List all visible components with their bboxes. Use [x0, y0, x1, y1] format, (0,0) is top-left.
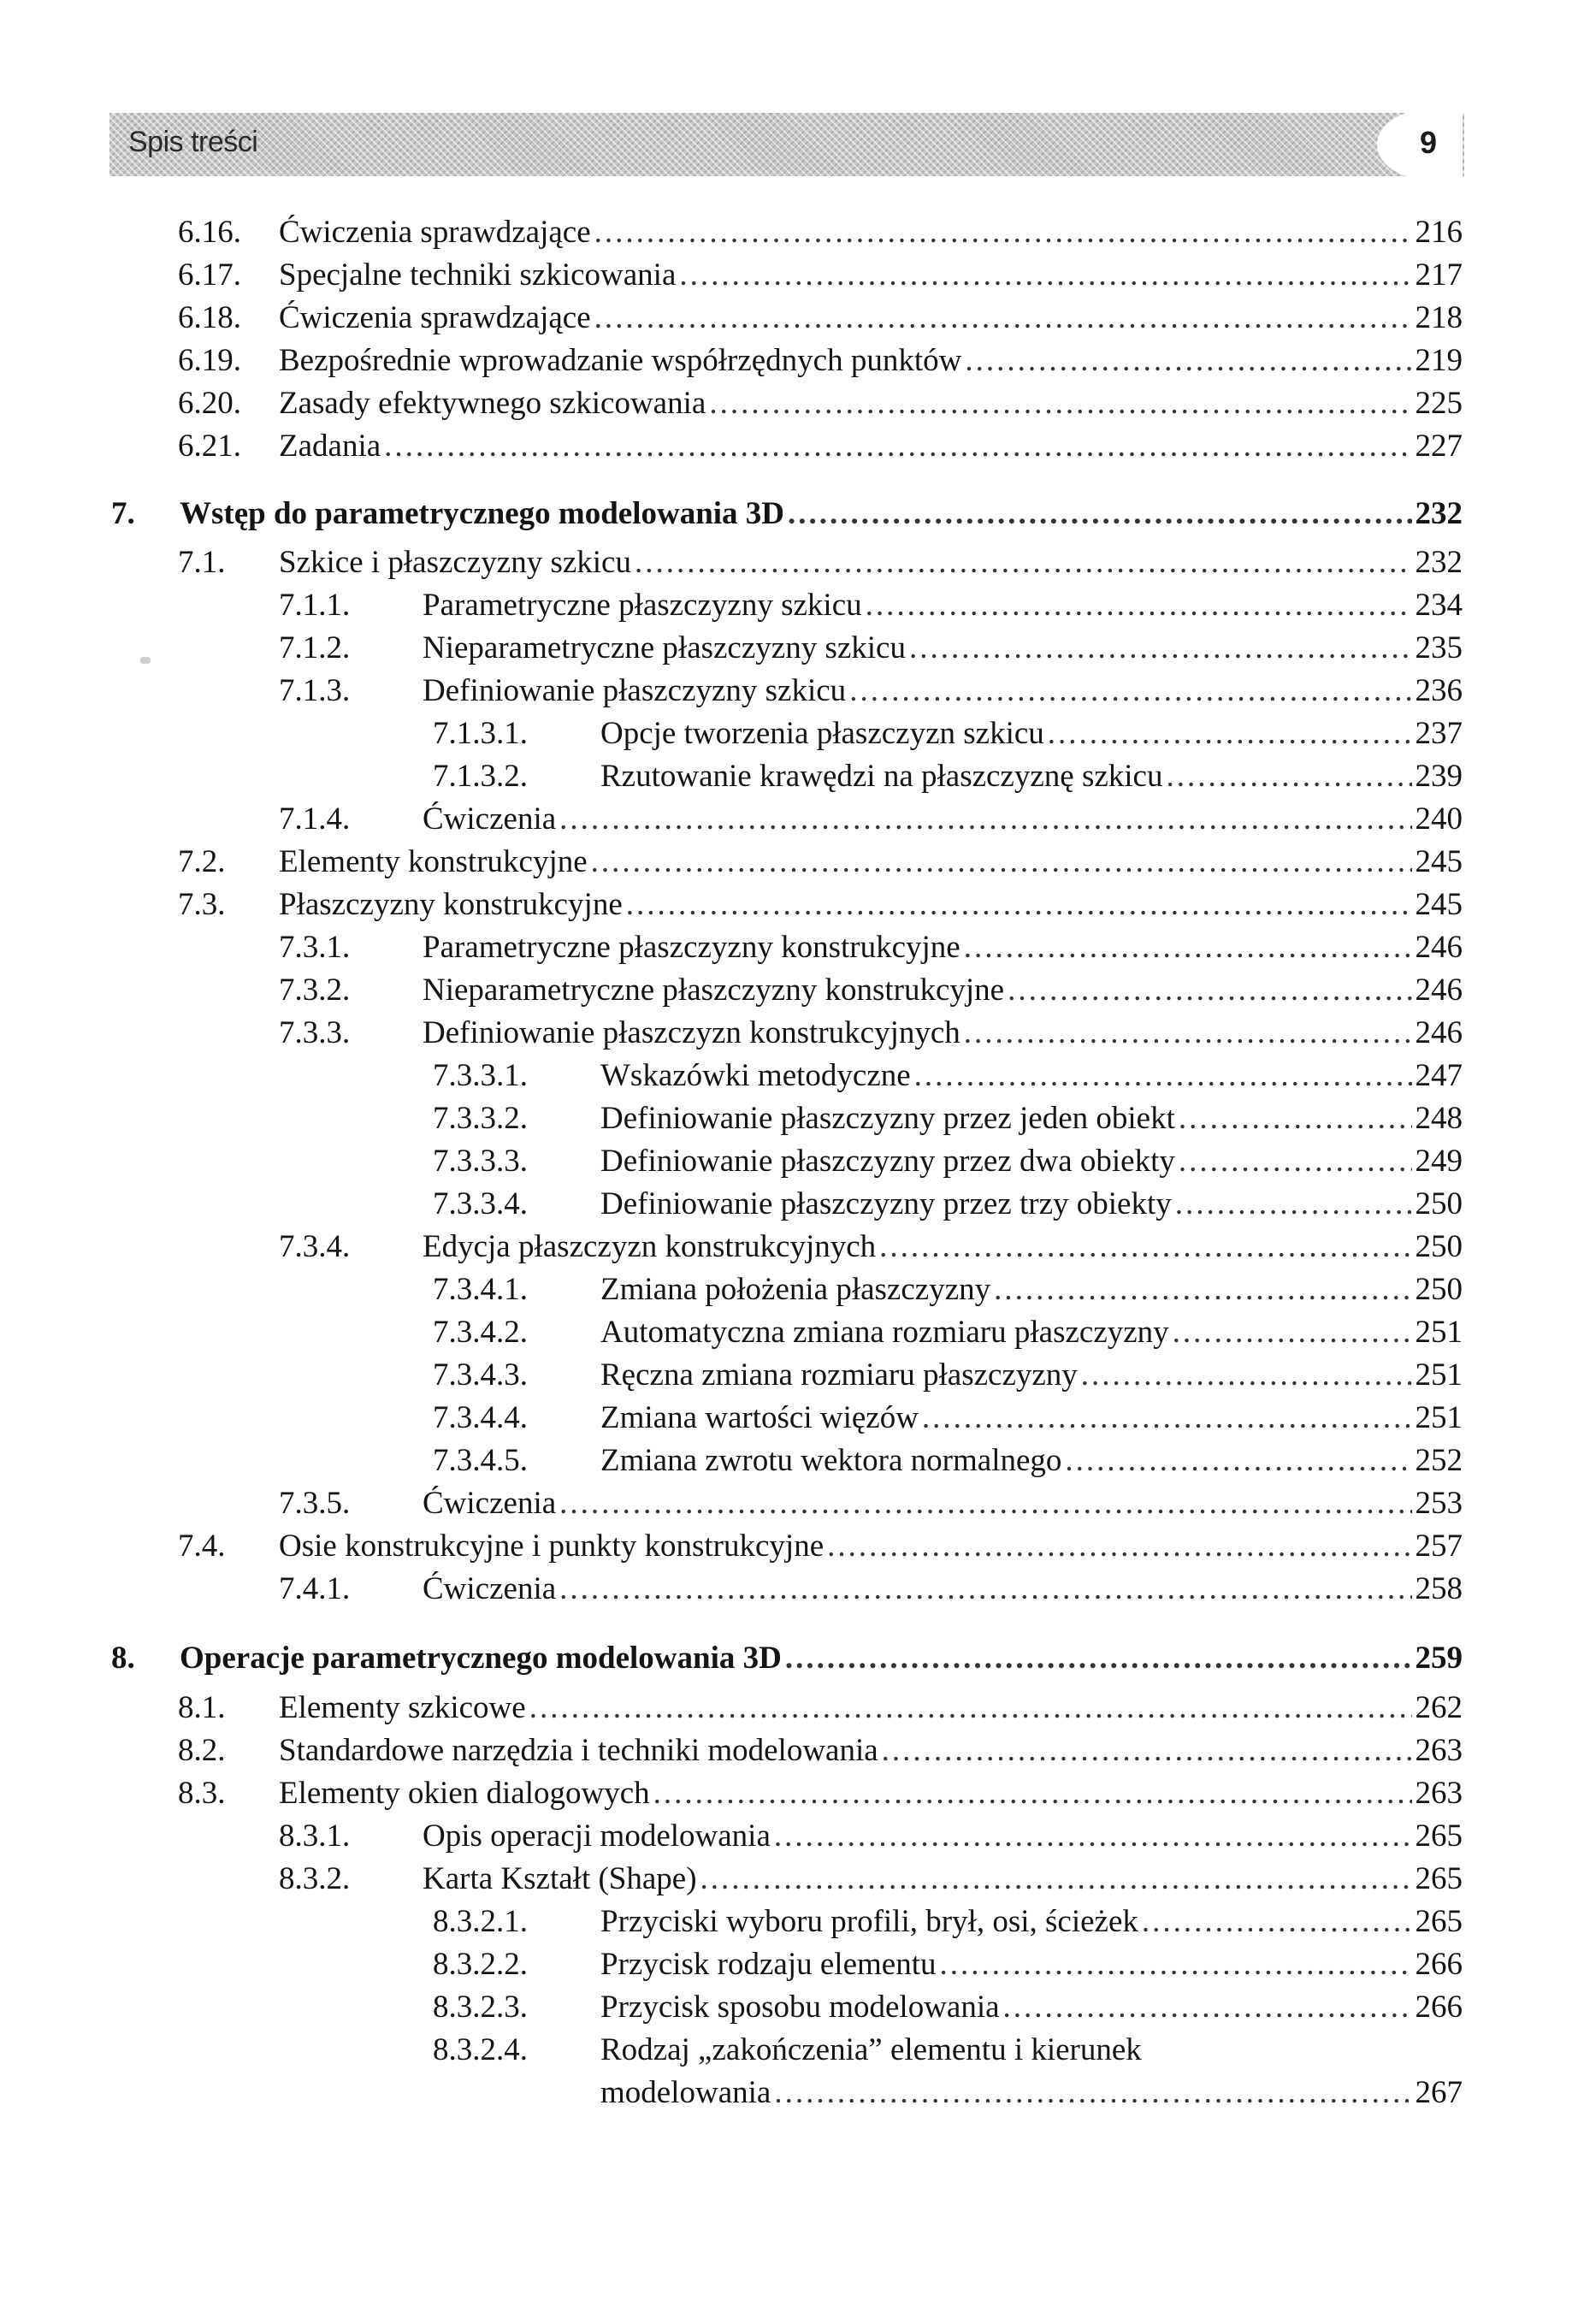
toc-entry-page: 246 — [1415, 973, 1463, 1008]
toc-entry — [178, 254, 1463, 297]
toc-entry — [433, 1397, 1463, 1440]
toc-entry — [279, 1568, 1463, 1611]
toc-entry-title: Zasady efektywnego szkicowania — [279, 386, 706, 421]
toc-entry-page: 266 — [1415, 1947, 1463, 1982]
toc-entry-number: 7.3.5. — [279, 1486, 351, 1521]
toc-entry-number: 7.3.3.4. — [433, 1186, 528, 1221]
toc-chapter-title: Operacje parametrycznego modelowania 3D — [180, 1641, 782, 1676]
toc-entry-title: Elementy okien dialogowych — [279, 1776, 650, 1811]
toc-entry-title: Parametryczne płaszczyzny szkicu — [423, 588, 862, 623]
toc-entry-title: Nieparametryczne płaszczyzny konstrukcyjne — [423, 973, 1005, 1008]
toc-entry-page: 262 — [1415, 1690, 1463, 1725]
toc-chapter-page: 232 — [1415, 496, 1463, 531]
toc-entry — [279, 926, 1463, 969]
toc-entry-title: Zmiana zwrotu wektora normalnego — [600, 1443, 1062, 1478]
toc-entry-number: 7.2. — [178, 844, 226, 879]
toc-entry-number: 7.3.3.2. — [433, 1101, 528, 1136]
toc-entry-title: modelowania — [600, 2075, 771, 2110]
toc-entry — [433, 1943, 1463, 1986]
toc-entry-number: 6.19. — [178, 343, 241, 378]
toc-entry-page: 265 — [1415, 1904, 1463, 1939]
toc-entry — [279, 1815, 1463, 1858]
toc-entry — [279, 670, 1463, 713]
toc-entry-page: 236 — [1415, 673, 1463, 708]
toc-entry-number: 8.3. — [178, 1776, 226, 1811]
toc-entry-title: Zmiana położenia płaszczyzny — [600, 1272, 991, 1307]
toc-entry-number: 7.3.4.2. — [433, 1315, 528, 1350]
toc-entry — [178, 541, 1463, 584]
toc-entry-title: Ćwiczenia — [423, 1571, 557, 1606]
toc-entry-title: Automatyczna zmiana rozmiaru płaszczyzny — [600, 1315, 1169, 1350]
toc-entry-title: Definiowanie płaszczyzny przez jeden obiekt — [600, 1101, 1175, 1136]
toc-entry-page: 252 — [1415, 1443, 1463, 1478]
toc-entry — [433, 1440, 1463, 1482]
toc-entry-number: 7.3.4.1. — [433, 1272, 528, 1307]
toc-entry — [178, 841, 1463, 884]
toc-entry — [178, 1687, 1463, 1730]
toc-entry-page: 245 — [1415, 844, 1463, 879]
toc-entry-title: Rodzaj „zakończenia” elementu i kierunek — [600, 2032, 1142, 2067]
toc-entry-number: 6.16. — [178, 215, 241, 250]
toc-entry-number: 7.4.1. — [279, 1571, 351, 1606]
toc-entry-page: 247 — [1415, 1058, 1463, 1093]
toc-entry-page: 267 — [1415, 2075, 1463, 2110]
toc-entry — [433, 755, 1463, 798]
toc-entry-title: Elementy konstrukcyjne — [279, 844, 588, 879]
toc-entry — [178, 340, 1463, 382]
toc-entry-number: 7.1.3.2. — [433, 759, 528, 794]
toc-entry — [433, 2029, 1463, 2072]
toc-entry-page: 265 — [1415, 1861, 1463, 1896]
toc-entry-page: 245 — [1415, 887, 1463, 922]
toc-chapter-title: Wstęp do parametrycznego modelowania 3D — [180, 496, 785, 531]
toc-entry-page: 250 — [1415, 1229, 1463, 1264]
toc-entry-number: 7.1.4. — [279, 801, 351, 837]
toc-entry — [433, 1268, 1463, 1311]
running-head-page-number: 9 — [1420, 125, 1438, 160]
toc-entry-page: 250 — [1415, 1272, 1463, 1307]
toc-entry — [433, 1311, 1463, 1354]
toc-entry-title: Płaszczyzny konstrukcyjne — [279, 887, 623, 922]
toc-entry-page: 232 — [1415, 545, 1463, 580]
toc-entry-title: Przycisk rodzaju elementu — [600, 1947, 937, 1982]
toc-entry-number: 7.1.3.1. — [433, 716, 528, 751]
toc-entry-title: Edycja płaszczyzn konstrukcyjnych — [423, 1229, 877, 1264]
toc-entry-number: 6.20. — [178, 386, 241, 421]
toc-entry-page: 263 — [1415, 1776, 1463, 1811]
toc-entry-page: 225 — [1415, 386, 1463, 421]
toc-entry-number: 7.3.4.3. — [433, 1357, 528, 1393]
toc-entry — [433, 1183, 1463, 1226]
toc-entry-title: Wskazówki metodyczne — [600, 1058, 911, 1093]
toc-entry — [178, 1772, 1463, 1815]
toc-entry-page: 246 — [1415, 1015, 1463, 1050]
toc-entry-number: 8.3.2.1. — [433, 1904, 528, 1939]
toc-entry-number: 7.1.2. — [279, 630, 351, 665]
toc-entry-page: 240 — [1415, 801, 1463, 837]
toc-chapter-number: 7. — [111, 496, 135, 531]
toc-entry-number: 6.18. — [178, 300, 241, 335]
toc-entry-page: 216 — [1415, 215, 1463, 250]
toc-entry-number: 7.1.3. — [279, 673, 351, 708]
toc-entry — [178, 425, 1463, 468]
toc-entry — [178, 1730, 1463, 1772]
toc-entry-title: Zadania — [279, 429, 381, 464]
toc-entry-title: Bezpośrednie wprowadzanie współrzędnych punktów — [279, 343, 962, 378]
toc-entry — [279, 798, 1463, 841]
toc-entry-page: 251 — [1415, 1315, 1463, 1350]
toc-entry — [433, 1140, 1463, 1183]
toc-entry-page: 237 — [1415, 716, 1463, 751]
toc-entry-number: 8.2. — [178, 1733, 226, 1768]
toc-entry-page: 249 — [1415, 1144, 1463, 1179]
toc-entry-number: 6.17. — [178, 257, 241, 293]
toc-entry-number: 8.3.2.3. — [433, 1990, 528, 2025]
toc-entry-title: Karta Kształt (Shape) — [423, 1861, 697, 1896]
toc-entry-title: Standardowe narzędzia i techniki modelowania — [279, 1733, 878, 1768]
toc-entry — [433, 1097, 1463, 1140]
toc-entry-page: 227 — [1415, 429, 1463, 464]
toc-entry-number: 7.3.4.4. — [433, 1400, 528, 1435]
toc-chapter-number: 8. — [111, 1641, 135, 1676]
toc-entry-title: Nieparametryczne płaszczyzny szkicu — [423, 630, 906, 665]
toc-entry-title: Ćwiczenia — [423, 1486, 557, 1521]
toc-entry-page: 219 — [1415, 343, 1463, 378]
toc-entry-title: Specjalne techniki szkicowania — [279, 257, 677, 293]
toc-entry — [178, 297, 1463, 340]
toc-entry — [279, 1858, 1463, 1901]
toc-entry-page: 257 — [1415, 1529, 1463, 1564]
toc-entry-title: Ręczna zmiana rozmiaru płaszczyzny — [600, 1357, 1078, 1393]
toc-entry-title: Ćwiczenia sprawdzające — [279, 215, 591, 250]
toc-entry-title: Przyciski wyboru profili, brył, osi, ścieżek — [600, 1904, 1138, 1939]
toc-entry-number: 7.3.3. — [279, 1015, 351, 1050]
toc-entry-number: 7.1.1. — [279, 588, 351, 623]
toc-entry-number: 7.3.4. — [279, 1229, 351, 1264]
toc-entry-page: 234 — [1415, 588, 1463, 623]
toc-entry-number: 8.1. — [178, 1690, 226, 1725]
toc-entry — [279, 627, 1463, 670]
toc-entry-number: 7.3. — [178, 887, 226, 922]
toc-entry-page: 258 — [1415, 1571, 1463, 1606]
toc-entry — [279, 1012, 1463, 1055]
toc-entry-title: Definiowanie płaszczyzny przez dwa obiekty — [600, 1144, 1175, 1179]
toc-entry — [433, 1901, 1463, 1943]
toc-entry-number: 7.1. — [178, 545, 226, 580]
toc-entry-number: 8.3.2.4. — [433, 2032, 528, 2067]
toc-entry — [178, 382, 1463, 425]
toc-entry-page: 250 — [1415, 1186, 1463, 1221]
toc-entry — [178, 211, 1463, 254]
toc-entry-title: Definiowanie płaszczyzn konstrukcyjnych — [423, 1015, 960, 1050]
toc-entry-number: 8.3.1. — [279, 1818, 351, 1854]
toc-entry-number: 8.3.2.2. — [433, 1947, 528, 1982]
toc-entry-title: Definiowanie płaszczyzny przez trzy obiekty — [600, 1186, 1172, 1221]
toc-entry-number: 7.3.3.1. — [433, 1058, 528, 1093]
toc-entry-page: 251 — [1415, 1400, 1463, 1435]
toc-entry-number: 6.21. — [178, 429, 241, 464]
toc-entry-page: 246 — [1415, 930, 1463, 965]
toc-entry-number: 7.3.1. — [279, 930, 351, 965]
toc-entry-page: 239 — [1415, 759, 1463, 794]
toc-entry — [178, 1525, 1463, 1568]
toc-entry-title: Ćwiczenia — [423, 801, 557, 837]
toc-chapter — [111, 493, 1463, 535]
toc-entry — [279, 584, 1463, 627]
toc-entry-number: 7.3.3.3. — [433, 1144, 528, 1179]
toc-entry — [433, 1354, 1463, 1397]
toc-chapter — [111, 1637, 1463, 1680]
toc-entry-title: Opcje tworzenia płaszczyzn szkicu — [600, 716, 1044, 751]
toc-entry-page: 251 — [1415, 1357, 1463, 1393]
toc-entry-number: 7.3.4.5. — [433, 1443, 528, 1478]
toc-entry-page: 265 — [1415, 1818, 1463, 1854]
running-head-title: Spis treści — [128, 126, 258, 158]
toc-entry-page: 263 — [1415, 1733, 1463, 1768]
toc-chapter-page: 259 — [1415, 1641, 1463, 1676]
toc-entry-title: Ćwiczenia sprawdzające — [279, 300, 591, 335]
toc-entry — [279, 1482, 1463, 1525]
header-band — [109, 113, 1464, 176]
toc-entry-title: Osie konstrukcyjne i punkty konstrukcyjne — [279, 1529, 825, 1564]
toc-entry-page: 218 — [1415, 300, 1463, 335]
toc-entry — [433, 1986, 1463, 2029]
toc-entry — [178, 884, 1463, 926]
toc-entry-title: Parametryczne płaszczyzny konstrukcyjne — [423, 930, 960, 965]
toc-entry-title: Rzutowanie krawędzi na płaszczyznę szkicu — [600, 759, 1163, 794]
toc-entry-page: 217 — [1415, 257, 1463, 293]
toc-entry-number: 7.3.2. — [279, 973, 351, 1008]
toc-entry-title: Przycisk sposobu modelowania — [600, 1990, 1000, 2025]
toc-entry-page: 266 — [1415, 1990, 1463, 2025]
toc-entry-page: 248 — [1415, 1101, 1463, 1136]
toc-entry-number: 7.4. — [178, 1529, 226, 1564]
toc-entry-title: Opis operacji modelowania — [423, 1818, 771, 1854]
toc-entry-continuation — [433, 2072, 1463, 2114]
toc-entry — [433, 1055, 1463, 1097]
scan-speck — [140, 657, 151, 664]
toc-entry — [279, 1226, 1463, 1268]
toc-entry-title: Szkice i płaszczyzny szkicu — [279, 545, 631, 580]
toc-entry — [433, 713, 1463, 755]
toc-entry-title: Definiowanie płaszczyzny szkicu — [423, 673, 847, 708]
toc-entry-title: Zmiana wartości więzów — [600, 1400, 919, 1435]
toc-entry — [279, 969, 1463, 1012]
toc-entry-page: 235 — [1415, 630, 1463, 665]
toc-entry-page: 253 — [1415, 1486, 1463, 1521]
toc-entry-title: Elementy szkicowe — [279, 1690, 526, 1725]
toc-entry-number: 8.3.2. — [279, 1861, 351, 1896]
